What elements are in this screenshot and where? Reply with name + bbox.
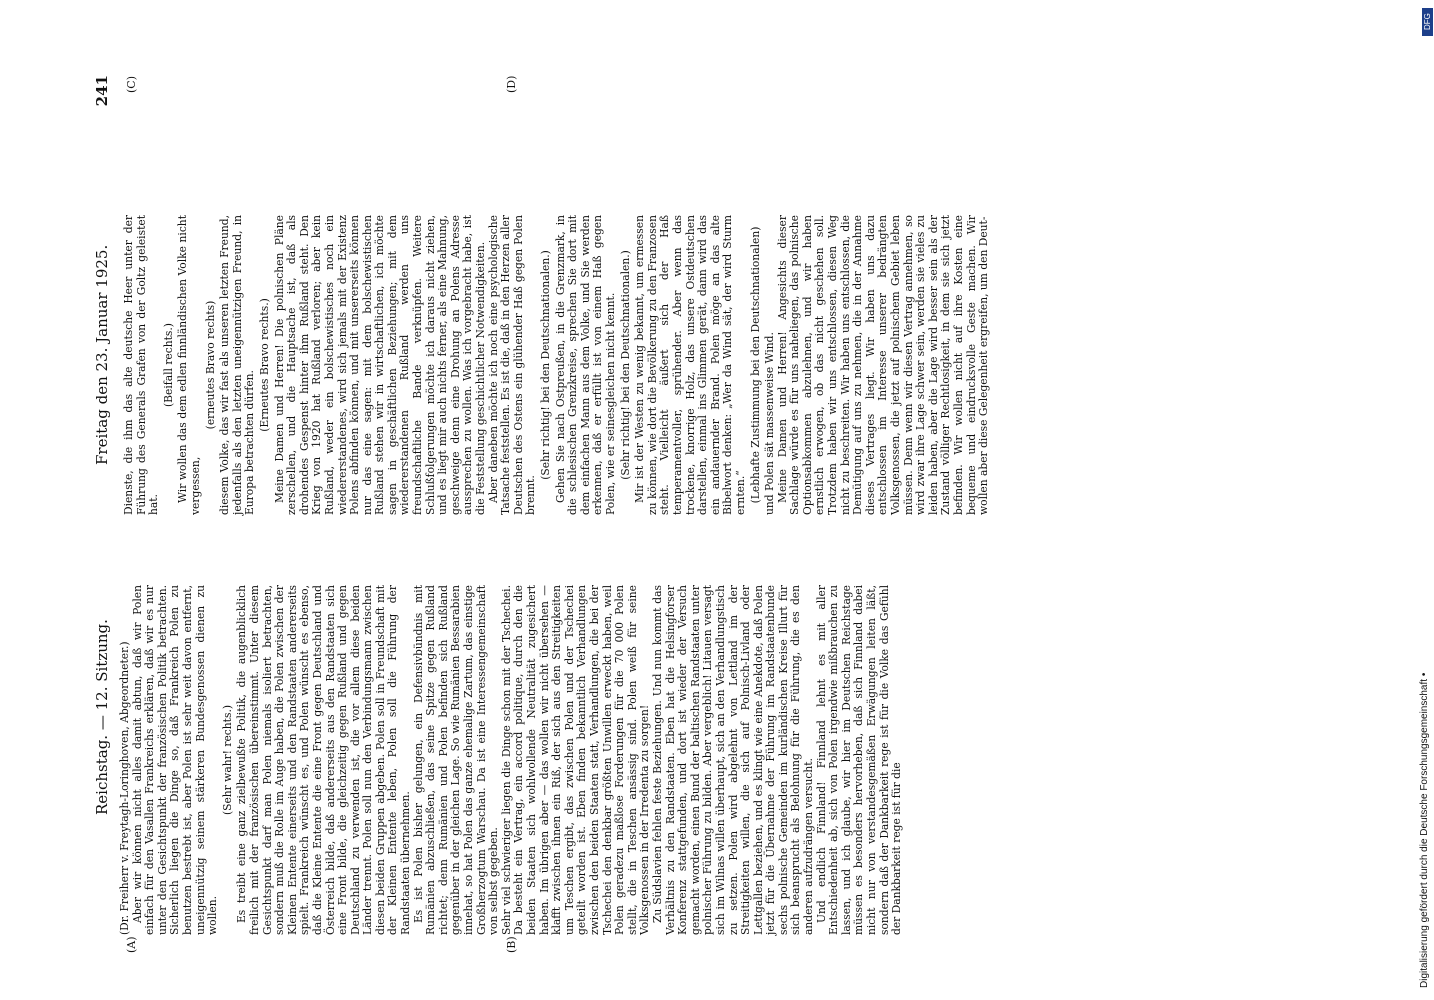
credit-text: Digitalisierung gefördert durch die Deutsche Forschungsgemeinschaft • [1419, 672, 1430, 988]
paragraph: und Polen sät massenweise Wind. [763, 332, 777, 515]
paragraph: Sehr viel schwieriger liegen die Dinge schon mit der Tschechei. Da besteht ein Vertrag, ein accord politique, durch den die beiden Staaten sich wohlwollende Neutralität zugesichert haben. Im übrigen aber — das wollen wir nicht übersehen — klafft zwischen ihnen ein Riß, der sich aus den Streitigkeiten um Teschen ergibt, das zwischen Polen und der Tschechei geteilt worden ist. Eben finden bekanntlich Verhandlungen zwischen den beiden Staaten statt, Verhandlungen, die bei der Tschechei den denkbar größten Unwillen erweckt haben, weil Polen geradezu maßlose Forderungen für die 70 000 Polen stellt, die in Teschen ansässig sind. Polen weiß für seine Volksgenossen in der Irredenta zu sorgen! [499, 585, 652, 935]
interjection: (Lebhafte Zustimmung bei den Deutschnationalen) [748, 226, 762, 504]
paragraph: Zu Südslavien fehlen feste Beziehungen. Und nun kommt das Verhältnis zu den Randstaaten. Eben hat die Helsingforser Konferenz stattgefunden, und dort ist wieder der Versuch gemacht worden, einen Bund der baltischen Randstaaten unter polnischer Führung zu bilden. Aber vergeblich! Litauen versagt sich im Wilnas willen überhaupt, sich an den Verhandlungstisch zu setzen. Polen wird abgelehnt von Lettland im der Streitigkeiten willen, die sich auf Polnisch-Livland oder Lettgallen beziehen, und es klingt wie eine Anekdote, daß Polen jetzt für die Übernahme der Führung im Randstaatenbunde sechs polnische Gemeinden im kurländischen Kreise Illurt für sich beansprucht als Belohnung für die Führung, die es den anderen aufzudrängen versucht. [650, 585, 816, 935]
paragraph: Aber daneben möchte ich noch eine psychologische Tatsache feststellen. Es ist die, daß in den Herzen aller Deutschen des Ostens ein glühender Haß gegen Polen brennt. [486, 215, 538, 515]
dfg-logo: DFG [1422, 8, 1433, 36]
paragraph: Wir wollen das dem edlen finnländischen Volke nicht vergessen, [176, 215, 202, 515]
interjection: (Erneutes Bravo rechts.) [257, 298, 271, 432]
paragraph: Es ist Polen bisher gelungen, ein Defensivbündnis mit Rumänien abzuschließen, das seine Spitze gegen Rußland richtet; denn Rumänien und Polen befinden sich Rußland gegenüber in der gleichen Lage. So wie Rumänien Bessarabien innehat, so hat Polen das ganze ehemalige Zartum, das einstige Großherzogtum Warschau. Da ist eine Interessengemeinschaft von selbst gegeben. [411, 585, 501, 935]
column-right [123, 215, 991, 515]
paragraph: Mir ist der Westen zu wenig bekannt, um ermessen zu können, wie dort die Bevölkerung zu den Franzosen steht. Vielleicht äußert sich der Haß temperamentvoller, sprühender. Aber wenn das trockene, knorrige Holz, das unsere Ostdeutschen darstellen, einmal ins Glimmen gerät, dann wird das ein andauernder Brand. Polen möge an das alte Bibelwort denken: „Wer da Wind sät, der wird Sturm ernten.“ [633, 215, 747, 515]
header-date: Freitag den 23. Januar 1925. [93, 244, 111, 465]
interjection: (Sehr wahr! rechts.) [220, 704, 234, 816]
paragraph: Gehen Sie nach Ostpreußen, in die Grenzmark, in die schlesischen Grenzkreise, sprechen Sie dort mit dem einfachen Mann aus dem Volke, und Sie werden erkennen, daß er erfüllt ist von einem Haß gegen Polen, wie er seinesgleichen nicht kennt. [553, 215, 617, 515]
margin-marker-d: (D) [505, 75, 518, 93]
paragraph: Aber wir können nicht alles damit abtun, daß wir Polen einfach für den Vasallen Frankreichs erklären, daß wir es nur unter den Gesichtspunkt der französischen Politik betrachten. Sicherlich liegen die Dinge so, daß Frankreich Polen zu benutzen bestrebt ist, aber Polen ist sehr weit davon entfernt, uneigennützig seinem stärkeren Bundesgenossen dienen zu wollen. [130, 585, 220, 935]
paragraph: Und endlich Finnland! Finnland lehnt es mit aller Entschiedenheit ab, sich von Polen irgendwie mißbrauchen zu lassen, und ich glaube, wir hier im Deutschen Reichstage müssen es besonders hervorheben, daß sich Finnland dabei nicht nur von verstandesgemäßen Erwägungen leiten läßt, sondern daß der Dankbarkeit rege ist für die Volke das Gefühl der Dankbarkeit rege ist für die [814, 585, 904, 935]
interjection: (Beifall rechts.) [161, 323, 175, 407]
column-left [119, 585, 904, 935]
digitization-credit [1419, 8, 1434, 998]
paragraph: Es treibt eine ganz zielbewußte Politik, die augenblicklich freilich mit der französischen übereinstimmt. Unter diesem Gesichtspunkt darf man Polen niemals isoliert betrachten, sondern muß die Rolle im Auge haben, die Polen zwischen der Kleinen Entente einerseits und den Randstaaten andererseits spielt. Frankreich wünscht es, und Polen wünscht es ebenso, daß die Kleine Entente die eine Front gegen Deutschland und Österreich bilde, daß andererseits aus den Randstaaten sich eine Front bilde, die gleichzeitig gegen Rußland und gegen Deutschland zu verwenden ist, die vor allem diese beiden Länder trennt. Polen soll nun den Verbindungsmann zwischen diesen beiden Gruppen abgeben. Polen soll in Freundschaft mit der Kleinen Entente leben, Polen soll die Führung der Randstaaten übernehmen. [235, 585, 413, 935]
interjection: (Sehr richtig! bei den Deutschnationalen.) [618, 250, 632, 480]
page-number: 241 [93, 75, 111, 107]
margin-marker-c: (C) [125, 76, 138, 93]
paragraph: Dienste, die ihm das alte deutsche Heer unter der Führung des Generals Grafen von der Goltz geleistet hat. [122, 215, 161, 515]
interjection: (erneutes Bravo rechts) [203, 300, 217, 430]
paragraph: Meine Damen und Herren! Angesichts dieser Sachlage würde es für uns naheliegen, das polnische Optionsabkommen abzulehnen, und wir haben ernstlich erwogen, ob das nicht geschehen soll. Trotzdem haben wir uns entschlossen, diesen Weg nicht zu beschreiten. Wir haben uns entschlossen, die Demütigung auf uns zu nehmen, die in der Annahme dieses Vertrages liegt. Wir haben uns dazu entschlossen im Interesse unserer bedrängten Volksgenossen, die jetzt auf polnischem Gebiet leben müssen. Denn wenn wir diesen Vertrag annehmen, so wird zwar ihre Lage schwer sein, werden sie vieles zu leiden haben, aber die Lage wird besser sein als der Zustand völliger Rechtlosigkeit, in dem sie sich jetzt befinden. Wir wollen nicht auf ihre Kosten eine bequeme und eindrucksvolle Geste machen. Wir wollen aber diese Gelegenheit ergreifen, um den Deut- [775, 215, 991, 515]
interjection: (Sehr richtig! bei den Deutschnationalen.) [539, 250, 552, 480]
rotated-page [65, 75, 991, 953]
margin-marker-a: (A) [125, 936, 138, 953]
page-header [93, 75, 115, 935]
paragraph: diesem Volke, das wir fast als unseren letzten Freund, jedenfalls als den letzten uneigennützigen Freund, in Europa betrachten dürfen. [218, 215, 257, 515]
header-left: Reichstag. — 12. Sitzung. [93, 619, 111, 815]
margin-marker-b: (B) [505, 936, 518, 953]
paragraph: Meine Damen und Herren! Die polnischen Pläne zerschellen, und die Hauptsache ist, daß als drohendes Gespenst hinter ihm Rußland steht. Den Krieg von 1920 hat Rußland verloren; aber kein Rußland, weder ein bolschewistisches noch ein wiedererstandenes, wird sich jemals mit der Existenz Polens abfinden können, und mit unsererseits können nur das eine sagen: mit dem bolschewistischen Rußland stehen wir in wirtschaftlichen, ich möchte sagen in geschäftlichen Beziehungen; mit dem wiedererstandenen Rußland werden uns freundschaftliche Bande verknüpfen. Weitere Schlußfolgerungen möchte ich daraus nicht ziehen, und es liegt mir auch nichts ferner, als eine Mahnung, geschweige denn eine Drohung an Polens Adresse aussprechen zu wollen. Was ich vorgebracht habe, ist die Feststellung geschichtlicher Notwendigkeiten. [272, 215, 488, 515]
speaker-line: (Dr. Freiherr v. Freytagh-Loringhoven, Abgeordneter.) [118, 641, 131, 935]
